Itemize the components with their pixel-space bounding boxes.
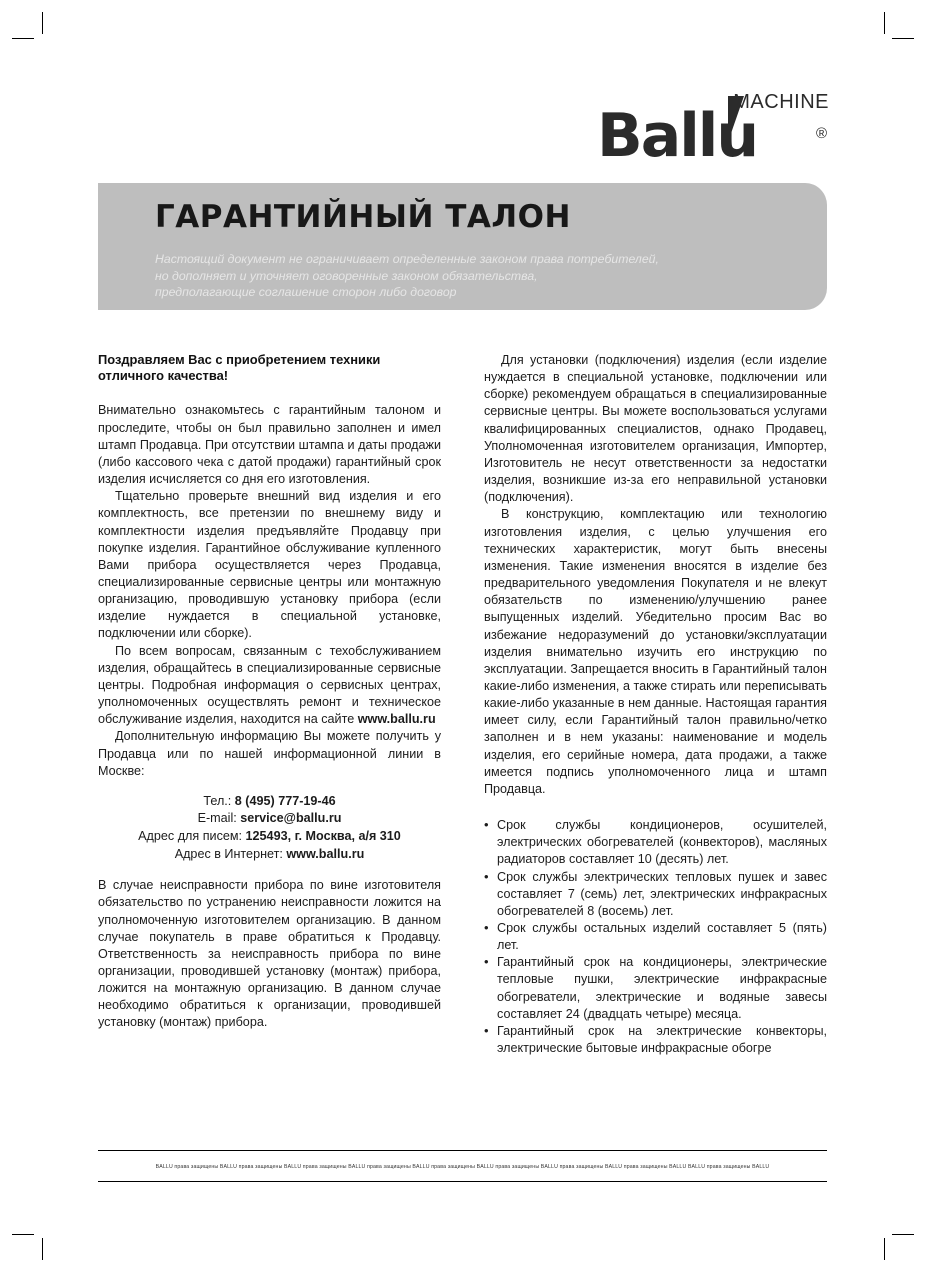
term-text: Срок службы кондиционеров, осушителей, электрических обогревателей (конвекторов), масляных радиаторов составляет 10 (десять) лет. xyxy=(497,818,827,867)
list-item xyxy=(484,817,827,868)
title-banner xyxy=(98,183,827,310)
left-paragraph-closing: В случае неисправности прибора по вине изготовителя обязательство по устранению неисправности ложится на уполномоченную изготовителем организацию. В данном случае покупатель в праве обратиться к Продавцу. Ответственность за неисправность прибора по вине организации, проводившей установку (монтаж) прибора, ложится на монтажную организацию. В данном случае необходимо обратиться к организации, проводившей установку (монтаж) прибора. xyxy=(98,878,441,1030)
left-column xyxy=(98,352,441,1142)
contact-web-row xyxy=(98,846,441,864)
bullet-icon: • xyxy=(484,817,489,833)
crop-mark-top-right-horizontal xyxy=(892,38,914,39)
footer-copyright-notice: BALLU права защищены BALLU права защищены BALLU права защищены BALLU права защищены BALLU права защищены BALLU права защищены BALLU права защищены BALLU права защищены BALLU BALLU права защищены BALLU xyxy=(155,1164,770,1170)
crop-mark-bottom-left-horizontal xyxy=(12,1234,34,1235)
footer-rule-top xyxy=(98,1150,827,1151)
contact-email-value[interactable]: service@ballu.ru xyxy=(240,811,342,826)
congratulations-heading: Поздравляем Вас с приобретением техники отличного качества! xyxy=(98,352,381,384)
registered-trademark-icon: ® xyxy=(815,125,827,142)
left-paragraph-1: Внимательно ознакомьтесь с гарантийным талоном и проследите, чтобы он был правильно заполнен и имел штамп Продавца. При отсутствии штампа и даты продажи (либо кассового чека с датой продажи) гарантийный срок изделия исчисляется со дня его изготовления. xyxy=(98,403,441,487)
contact-web-value[interactable]: www.ballu.ru xyxy=(286,846,365,861)
crop-mark-bottom-right-horizontal xyxy=(892,1234,914,1235)
logo-wedge-icon xyxy=(728,96,744,142)
contact-email-label: E-mail: xyxy=(197,811,241,826)
crop-mark-bottom-left-vertical xyxy=(42,1238,43,1260)
service-paragraph-text: По всем вопросам, связанным с техобслуживанием изделия, обращайтесь в специализированные сервисные центры. Подробная информация о сервисных центрах, уполномоченных осуществлять ремонт и техническое обслуживание изделия, находится на сайте xyxy=(98,643,441,727)
right-column xyxy=(484,352,827,1142)
logo-machine-text: MACHINE xyxy=(733,91,829,113)
contact-phone-value[interactable]: 8 (495) 777-19-46 xyxy=(234,793,336,808)
contact-mail-value: 125493, г. Москва, а/я 310 xyxy=(245,829,401,844)
banner-subtitle-line-2: но дополняет и уточняет оговоренные законом обязательства, xyxy=(155,268,538,283)
list-item xyxy=(484,1023,827,1057)
banner-subtitle-line-3: предполагающие соглашение сторон либо договор xyxy=(155,285,457,299)
bullet-icon: • xyxy=(484,868,489,884)
crop-mark-top-left-horizontal xyxy=(12,38,34,39)
crop-mark-top-right-vertical xyxy=(884,12,885,34)
crop-mark-top-left-vertical xyxy=(42,12,43,34)
bullet-icon: • xyxy=(484,954,489,970)
banner-subtitle-line-1: Настоящий документ не ограничивает определенные законом права потребителей, xyxy=(155,252,659,266)
warranty-terms-list xyxy=(484,817,827,1057)
contact-block xyxy=(98,793,441,863)
list-item xyxy=(484,920,827,954)
contact-phone-row xyxy=(98,793,441,811)
right-paragraph-1: Для установки (подключения) изделия (если изделие нуждается в специальной установке, подключении или сборке) рекомендуем обращаться в специализированные сервисные центры. Вы можете воспользоваться услугами квалифицированных специалистов, однако Продавец, Уполномоченная изготовителем организация, Импортер, Изготовитель не несут ответственности за недостатки изделия, возникшие из-за его неправильной установки (подключения). xyxy=(484,353,827,505)
left-paragraph-2: Тщательно проверьте внешний вид изделия и его комплектность, все претензии по внешнему виду и комплектности изделия предъявляйте Продавцу при покупке изделия. Гарантийное обслуживание купленного Вами прибора осуществляется через Продавца, специализированные сервисные центры или монтажную организацию, проводившую установку прибора (если изделие нуждается в специальной установке, подключении или сборке). xyxy=(98,489,441,641)
bullet-icon: • xyxy=(484,1022,489,1038)
body-columns xyxy=(98,352,827,1142)
term-text: Гарантийный срок на кондиционеры, электрические тепловые пушки, электрические инфракрасные обогреватели, электрические и водяные завесы составляет 24 (двадцать четыре) месяца. xyxy=(497,955,827,1021)
crop-mark-bottom-right-vertical xyxy=(884,1238,885,1260)
term-text: Срок службы электрических тепловых пушек и завес составляет 7 (семь) лет, электрических инфракрасных обогревателей 8 (восемь) лет. xyxy=(497,869,827,918)
left-paragraph-service xyxy=(98,643,441,729)
right-paragraph-2: В конструкцию, комплектацию или технологию изготовления изделия, с целью улучшения его технических характеристик, могут быть внесены изменения. Такие изменения вносятся в изделие без предварительного уведомления Покупателя и не влекут обязательств по изменению/улучшению ранее выпущенных изделий. Убедительно просим Вас во избежание недоразумений до установки/эксплуатации изделия внимательно изучить его инструкцию по эксплуатации. Запрещается вносить в Гарантийный талон какие-либо изменения, а также стирать или переписывать какие-либо указанные в нем данные. Настоящая гарантия имеет силу, если Гарантийный талон правильно/четко заполнен и в нем указаны: наименование и модель изделия, его серийные номера, дата продажи, а также имеется подпись уполномоченного лица и штамп Продавца. xyxy=(484,507,827,796)
term-text: Гарантийный срок на электрические конвекторы, электрические бытовые инфракрасные обогре xyxy=(497,1023,827,1056)
term-text: Срок службы остальных изделий составляет 5 (пять) лет. xyxy=(497,921,827,953)
contact-email-row xyxy=(98,810,441,828)
list-item xyxy=(484,869,827,920)
logo-brand-text: Ballu xyxy=(597,101,758,171)
left-paragraph-info: Дополнительную информацию Вы можете получить у Продавца или по нашей информационной линии в Москве: xyxy=(98,729,441,778)
page-title: ГАРАНТИЙНЫЙ ТАЛОН xyxy=(155,199,571,235)
banner-subtitle xyxy=(155,251,785,301)
service-website-link[interactable]: www.ballu.ru xyxy=(357,712,436,727)
ballu-machine-logo xyxy=(597,92,829,170)
footer-rule-bottom xyxy=(98,1181,827,1182)
contact-mail-label: Адрес для писем: xyxy=(138,829,246,844)
list-item xyxy=(484,954,827,1023)
bullet-icon: • xyxy=(484,920,489,935)
contact-web-label: Адрес в Интернет: xyxy=(174,846,287,861)
contact-phone-label: Тел.: xyxy=(203,793,235,808)
contact-mail-row xyxy=(98,828,441,846)
